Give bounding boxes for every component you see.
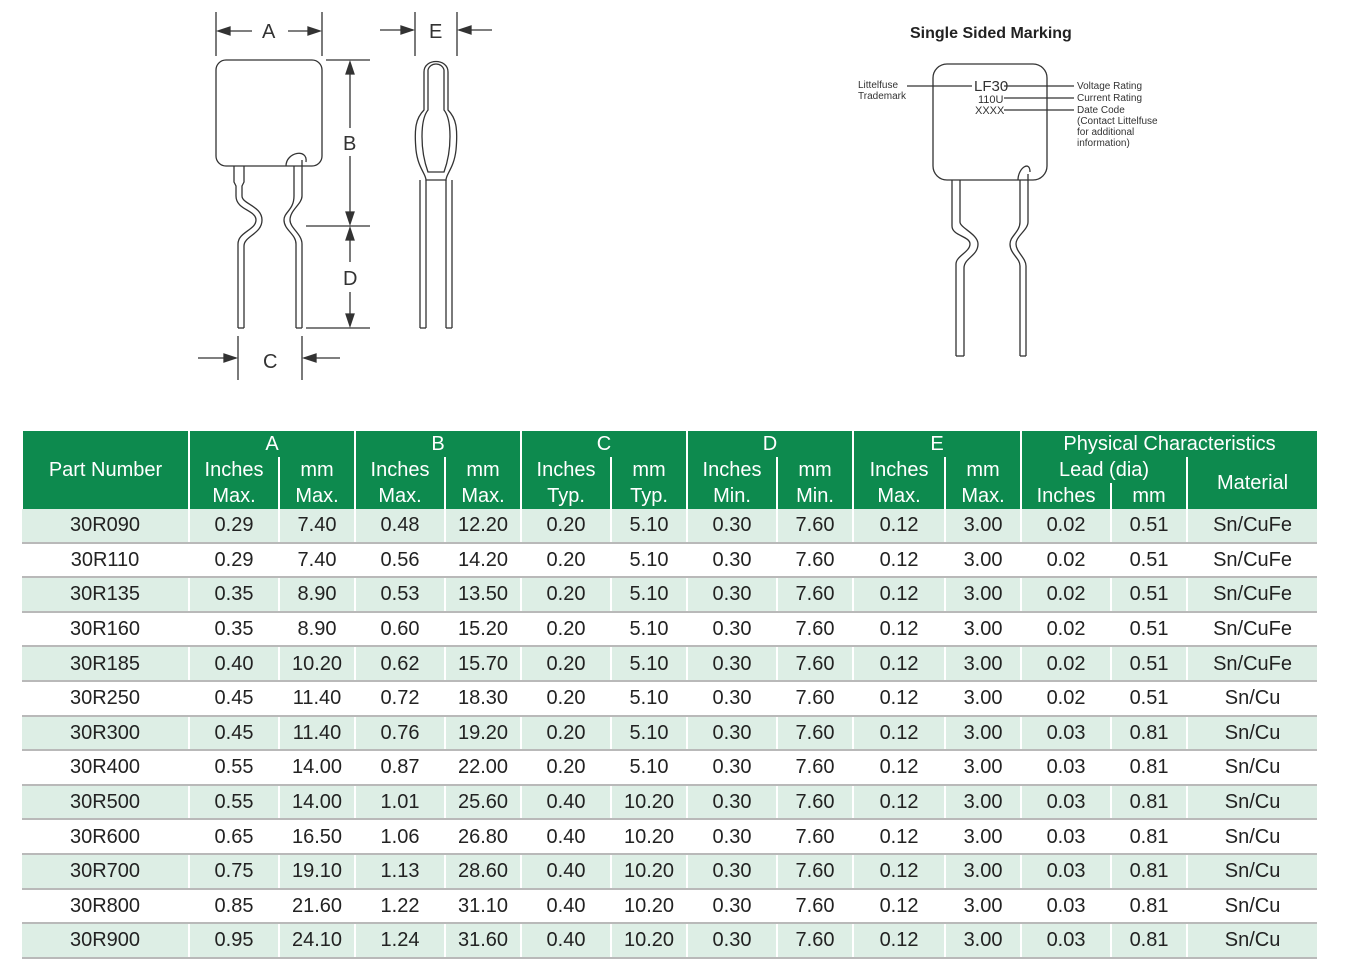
lead-dia-header: Lead (dia) [1021, 457, 1187, 483]
cell-a-mm-max: 8.90 [279, 612, 355, 647]
cell-e-mm-max: 3.00 [945, 509, 1021, 543]
cell-material: Sn/CuFe [1187, 509, 1317, 543]
cell-a-mm-max: 16.50 [279, 819, 355, 854]
dimension-diagrams [0, 0, 1361, 420]
contact-note-1: (Contact Littelfuse [1077, 116, 1158, 127]
table-row [22, 785, 1317, 820]
cell-d-mm-min: 7.60 [777, 577, 853, 612]
cell-c-inches-typ: 0.20 [521, 612, 611, 647]
cell-part-number: 30R600 [22, 819, 189, 854]
cell-material: Sn/Cu [1187, 785, 1317, 820]
cell-e-mm-max: 3.00 [945, 889, 1021, 924]
dimensions-table [21, 431, 1317, 959]
cell-lead-mm: 0.81 [1111, 785, 1187, 820]
cell-b-mm-max: 26.80 [445, 819, 521, 854]
cell-e-mm-max: 3.00 [945, 646, 1021, 681]
cell-e-inches-max: 0.12 [853, 889, 945, 924]
cell-e-inches-max: 0.12 [853, 716, 945, 751]
cell-e-mm-max: 3.00 [945, 923, 1021, 958]
cell-a-inches-max: 0.65 [189, 819, 279, 854]
cell-lead-mm: 0.81 [1111, 819, 1187, 854]
table-row [22, 543, 1317, 578]
cell-part-number: 30R185 [22, 646, 189, 681]
cell-d-mm-min: 7.60 [777, 612, 853, 647]
cell-c-mm-typ: 5.10 [611, 509, 687, 543]
marking-title: Single Sided Marking [910, 25, 1072, 42]
cell-b-inches-max: 0.72 [355, 681, 445, 716]
cell-d-inches-min: 0.30 [687, 646, 777, 681]
cell-a-mm-max: 14.00 [279, 785, 355, 820]
cell-c-inches-typ: 0.20 [521, 509, 611, 543]
cell-b-mm-max: 15.70 [445, 646, 521, 681]
cell-c-mm-typ: 5.10 [611, 543, 687, 578]
qualifier-header: Max. [853, 483, 945, 509]
cell-c-mm-typ: 5.10 [611, 750, 687, 785]
unit-header: Inches [355, 457, 445, 483]
cell-d-mm-min: 7.60 [777, 716, 853, 751]
cell-part-number: 30R500 [22, 785, 189, 820]
cell-b-mm-max: 14.20 [445, 543, 521, 578]
cell-a-inches-max: 0.45 [189, 681, 279, 716]
cell-material: Sn/Cu [1187, 819, 1317, 854]
qualifier-header: Max. [355, 483, 445, 509]
unit-header: Inches [521, 457, 611, 483]
header-row-qualifiers [22, 483, 1317, 509]
cell-b-inches-max: 0.56 [355, 543, 445, 578]
table-row [22, 577, 1317, 612]
cell-a-mm-max: 7.40 [279, 543, 355, 578]
cell-part-number: 30R090 [22, 509, 189, 543]
cell-lead-mm: 0.51 [1111, 509, 1187, 543]
cell-lead-mm: 0.51 [1111, 681, 1187, 716]
cell-a-mm-max: 11.40 [279, 681, 355, 716]
cell-lead-mm: 0.81 [1111, 750, 1187, 785]
cell-c-inches-typ: 0.40 [521, 889, 611, 924]
cell-part-number: 30R110 [22, 543, 189, 578]
cell-a-inches-max: 0.85 [189, 889, 279, 924]
cell-a-inches-max: 0.35 [189, 577, 279, 612]
cell-b-inches-max: 0.48 [355, 509, 445, 543]
cell-e-mm-max: 3.00 [945, 785, 1021, 820]
cell-part-number: 30R300 [22, 716, 189, 751]
cell-b-inches-max: 1.24 [355, 923, 445, 958]
cell-material: Sn/CuFe [1187, 612, 1317, 647]
unit-header: mm [279, 457, 355, 483]
cell-d-inches-min: 0.30 [687, 509, 777, 543]
cell-c-mm-typ: 10.20 [611, 854, 687, 889]
cell-part-number: 30R800 [22, 889, 189, 924]
cell-e-inches-max: 0.12 [853, 543, 945, 578]
cell-e-inches-max: 0.12 [853, 646, 945, 681]
cell-c-inches-typ: 0.20 [521, 577, 611, 612]
cell-part-number: 30R135 [22, 577, 189, 612]
cell-d-inches-min: 0.30 [687, 716, 777, 751]
cell-c-mm-typ: 10.20 [611, 889, 687, 924]
cell-c-inches-typ: 0.20 [521, 646, 611, 681]
cell-c-inches-typ: 0.20 [521, 681, 611, 716]
table-row [22, 646, 1317, 681]
mark-line-1: LF30 [974, 78, 1009, 95]
cell-d-inches-min: 0.30 [687, 923, 777, 958]
cell-b-inches-max: 0.53 [355, 577, 445, 612]
cell-lead-inches: 0.03 [1021, 716, 1111, 751]
cell-c-inches-typ: 0.20 [521, 543, 611, 578]
mark-line-3: XXXX [975, 105, 1005, 117]
unit-header: Inches [853, 457, 945, 483]
cell-a-inches-max: 0.29 [189, 509, 279, 543]
table-row [22, 612, 1317, 647]
qualifier-header: Min. [777, 483, 853, 509]
cell-b-mm-max: 31.10 [445, 889, 521, 924]
cell-d-inches-min: 0.30 [687, 577, 777, 612]
cell-a-mm-max: 14.00 [279, 750, 355, 785]
cell-a-inches-max: 0.45 [189, 716, 279, 751]
cell-d-mm-min: 7.60 [777, 646, 853, 681]
cell-e-mm-max: 3.00 [945, 543, 1021, 578]
cell-d-mm-min: 7.60 [777, 889, 853, 924]
cell-d-mm-min: 7.60 [777, 543, 853, 578]
cell-c-mm-typ: 5.10 [611, 577, 687, 612]
group-header-e: E [853, 431, 1021, 457]
cell-a-inches-max: 0.95 [189, 923, 279, 958]
cell-b-mm-max: 12.20 [445, 509, 521, 543]
cell-material: Sn/CuFe [1187, 646, 1317, 681]
cell-d-inches-min: 0.30 [687, 750, 777, 785]
cell-material: Sn/CuFe [1187, 543, 1317, 578]
cell-a-inches-max: 0.55 [189, 785, 279, 820]
cell-lead-inches: 0.03 [1021, 785, 1111, 820]
cell-e-mm-max: 3.00 [945, 854, 1021, 889]
cell-c-inches-typ: 0.40 [521, 785, 611, 820]
cell-lead-mm: 0.51 [1111, 577, 1187, 612]
lead-unit-header: mm [1111, 483, 1187, 509]
cell-c-inches-typ: 0.40 [521, 819, 611, 854]
cell-d-mm-min: 7.60 [777, 509, 853, 543]
cell-a-mm-max: 10.20 [279, 646, 355, 681]
cell-c-mm-typ: 5.10 [611, 681, 687, 716]
dim-a-label: A [262, 21, 276, 43]
cell-part-number: 30R250 [22, 681, 189, 716]
cell-b-mm-max: 25.60 [445, 785, 521, 820]
trademark-label-2: Trademark [858, 91, 906, 102]
current-rating-label: Current Rating [1077, 93, 1143, 104]
qualifier-header: Max. [945, 483, 1021, 509]
dim-b-label: B [343, 133, 357, 155]
cell-c-inches-typ: 0.40 [521, 923, 611, 958]
cell-e-inches-max: 0.12 [853, 819, 945, 854]
cell-e-inches-max: 0.12 [853, 854, 945, 889]
cell-e-inches-max: 0.12 [853, 509, 945, 543]
cell-d-inches-min: 0.30 [687, 681, 777, 716]
cell-d-inches-min: 0.30 [687, 889, 777, 924]
group-header-b: B [355, 431, 521, 457]
cell-lead-mm: 0.51 [1111, 646, 1187, 681]
dim-c-label: C [263, 351, 278, 373]
cell-lead-inches: 0.02 [1021, 646, 1111, 681]
cell-material: Sn/Cu [1187, 716, 1317, 751]
cell-a-mm-max: 24.10 [279, 923, 355, 958]
cell-e-mm-max: 3.00 [945, 716, 1021, 751]
cell-c-mm-typ: 10.20 [611, 785, 687, 820]
dim-d-label: D [343, 268, 358, 290]
cell-part-number: 30R900 [22, 923, 189, 958]
table-row [22, 716, 1317, 751]
cell-c-mm-typ: 5.10 [611, 716, 687, 751]
cell-lead-mm: 0.51 [1111, 543, 1187, 578]
unit-header: mm [445, 457, 521, 483]
cell-lead-inches: 0.02 [1021, 543, 1111, 578]
cell-lead-inches: 0.03 [1021, 889, 1111, 924]
cell-a-mm-max: 11.40 [279, 716, 355, 751]
cell-e-mm-max: 3.00 [945, 819, 1021, 854]
cell-lead-inches: 0.03 [1021, 750, 1111, 785]
cell-lead-inches: 0.03 [1021, 923, 1111, 958]
cell-c-inches-typ: 0.20 [521, 750, 611, 785]
table-row [22, 923, 1317, 958]
cell-b-inches-max: 1.06 [355, 819, 445, 854]
cell-lead-inches: 0.03 [1021, 819, 1111, 854]
cell-c-mm-typ: 10.20 [611, 819, 687, 854]
qualifier-header: Max. [279, 483, 355, 509]
cell-b-mm-max: 31.60 [445, 923, 521, 958]
part-number-header: Part Number [22, 431, 189, 509]
material-header: Material [1187, 457, 1317, 509]
cell-lead-mm: 0.81 [1111, 889, 1187, 924]
table-row [22, 889, 1317, 924]
cell-b-mm-max: 13.50 [445, 577, 521, 612]
physical-characteristics-header: Physical Characteristics [1021, 431, 1317, 457]
cell-a-inches-max: 0.55 [189, 750, 279, 785]
cell-lead-inches: 0.03 [1021, 854, 1111, 889]
table-body [22, 509, 1317, 958]
cell-d-inches-min: 0.30 [687, 543, 777, 578]
side-view-drawing [380, 12, 492, 328]
cell-e-mm-max: 3.00 [945, 612, 1021, 647]
cell-d-inches-min: 0.30 [687, 612, 777, 647]
qualifier-header: Min. [687, 483, 777, 509]
cell-e-inches-max: 0.12 [853, 750, 945, 785]
cell-lead-mm: 0.51 [1111, 612, 1187, 647]
cell-d-inches-min: 0.30 [687, 785, 777, 820]
cell-e-inches-max: 0.12 [853, 577, 945, 612]
cell-b-mm-max: 15.20 [445, 612, 521, 647]
cell-d-mm-min: 7.60 [777, 681, 853, 716]
cell-b-inches-max: 1.13 [355, 854, 445, 889]
cell-d-mm-min: 7.60 [777, 750, 853, 785]
cell-d-mm-min: 7.60 [777, 785, 853, 820]
group-header-c: C [521, 431, 687, 457]
cell-part-number: 30R160 [22, 612, 189, 647]
cell-a-mm-max: 7.40 [279, 509, 355, 543]
cell-d-mm-min: 7.60 [777, 819, 853, 854]
cell-b-inches-max: 1.22 [355, 889, 445, 924]
cell-a-mm-max: 19.10 [279, 854, 355, 889]
cell-a-inches-max: 0.40 [189, 646, 279, 681]
contact-note-3: information) [1077, 138, 1130, 149]
cell-b-mm-max: 28.60 [445, 854, 521, 889]
cell-e-inches-max: 0.12 [853, 681, 945, 716]
cell-a-inches-max: 0.29 [189, 543, 279, 578]
table-row [22, 819, 1317, 854]
cell-lead-mm: 0.81 [1111, 923, 1187, 958]
table-row [22, 509, 1317, 543]
cell-c-inches-typ: 0.40 [521, 854, 611, 889]
unit-header: mm [945, 457, 1021, 483]
cell-part-number: 30R700 [22, 854, 189, 889]
trademark-label-1: Littelfuse [858, 80, 899, 91]
group-header-a: A [189, 431, 355, 457]
cell-lead-inches: 0.02 [1021, 612, 1111, 647]
cell-e-inches-max: 0.12 [853, 785, 945, 820]
cell-lead-inches: 0.02 [1021, 577, 1111, 612]
cell-b-mm-max: 18.30 [445, 681, 521, 716]
cell-c-mm-typ: 10.20 [611, 923, 687, 958]
unit-header: mm [611, 457, 687, 483]
cell-lead-inches: 0.02 [1021, 681, 1111, 716]
qualifier-header: Typ. [521, 483, 611, 509]
cell-lead-mm: 0.81 [1111, 716, 1187, 751]
date-code-label: Date Code [1077, 105, 1125, 116]
cell-c-mm-typ: 5.10 [611, 646, 687, 681]
cell-material: Sn/Cu [1187, 923, 1317, 958]
cell-a-mm-max: 21.60 [279, 889, 355, 924]
lead-unit-header: Inches [1021, 483, 1111, 509]
qualifier-header: Typ. [611, 483, 687, 509]
cell-b-mm-max: 22.00 [445, 750, 521, 785]
mark-line-2: 110U [978, 94, 1004, 106]
table-row [22, 750, 1317, 785]
unit-header: Inches [189, 457, 279, 483]
cell-e-mm-max: 3.00 [945, 681, 1021, 716]
qualifier-header: Max. [189, 483, 279, 509]
unit-header: mm [777, 457, 853, 483]
cell-material: Sn/Cu [1187, 854, 1317, 889]
cell-material: Sn/Cu [1187, 681, 1317, 716]
cell-material: Sn/Cu [1187, 889, 1317, 924]
cell-b-inches-max: 0.62 [355, 646, 445, 681]
group-header-d: D [687, 431, 853, 457]
cell-b-inches-max: 0.76 [355, 716, 445, 751]
table-row [22, 854, 1317, 889]
cell-b-mm-max: 19.20 [445, 716, 521, 751]
cell-d-mm-min: 7.60 [777, 854, 853, 889]
cell-lead-inches: 0.02 [1021, 509, 1111, 543]
cell-c-mm-typ: 5.10 [611, 612, 687, 647]
qualifier-header: Max. [445, 483, 521, 509]
cell-d-mm-min: 7.60 [777, 923, 853, 958]
cell-e-inches-max: 0.12 [853, 612, 945, 647]
cell-e-mm-max: 3.00 [945, 750, 1021, 785]
dim-e-label: E [429, 21, 443, 43]
cell-e-mm-max: 3.00 [945, 577, 1021, 612]
cell-b-inches-max: 0.87 [355, 750, 445, 785]
cell-a-inches-max: 0.35 [189, 612, 279, 647]
cell-part-number: 30R400 [22, 750, 189, 785]
cell-b-inches-max: 1.01 [355, 785, 445, 820]
cell-a-inches-max: 0.75 [189, 854, 279, 889]
unit-header: Inches [687, 457, 777, 483]
voltage-rating-label: Voltage Rating [1077, 81, 1143, 92]
cell-material: Sn/Cu [1187, 750, 1317, 785]
contact-note-2: for additional [1077, 127, 1135, 138]
header-row-units [22, 457, 1317, 483]
cell-e-inches-max: 0.12 [853, 923, 945, 958]
cell-material: Sn/CuFe [1187, 577, 1317, 612]
header-row-groups [22, 431, 1317, 457]
table-row [22, 681, 1317, 716]
cell-d-inches-min: 0.30 [687, 819, 777, 854]
cell-d-inches-min: 0.30 [687, 854, 777, 889]
cell-a-mm-max: 8.90 [279, 577, 355, 612]
cell-b-inches-max: 0.60 [355, 612, 445, 647]
front-view-drawing [198, 12, 370, 380]
cell-lead-mm: 0.81 [1111, 854, 1187, 889]
cell-c-inches-typ: 0.20 [521, 716, 611, 751]
